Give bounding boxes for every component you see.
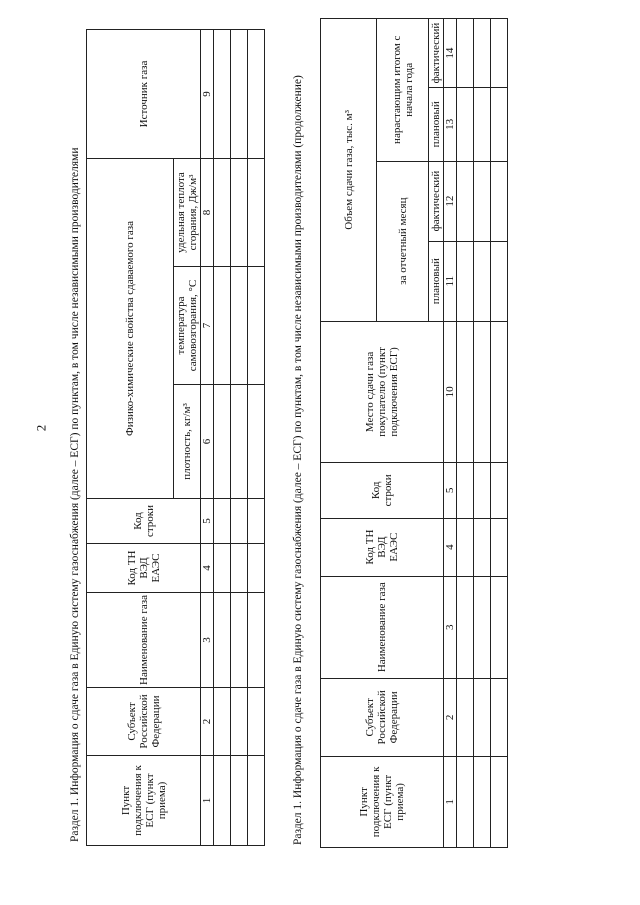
table-row — [457, 19, 474, 848]
s1-header-density: плотность, кг/м³ — [174, 385, 201, 499]
s1-num: 8 — [201, 159, 214, 267]
s1-header-gas-name: Наименование газа — [87, 593, 201, 688]
s2-header-cumulative: нарастающим итогом с начала года — [377, 19, 429, 162]
s2-num: 12 — [444, 161, 457, 241]
s2-num: 10 — [444, 321, 457, 462]
section1-caption: Раздел 1. Информация о сдаче газа в Единую систему газоснабжения (далее – ЕСГ) по пунктам, в том числе независимыми производителями — [69, 147, 81, 842]
s2-header-delivery-place: Место сдачи газа покупателю (пункт подключения ЕСГ) — [321, 321, 444, 462]
table-row — [491, 19, 508, 848]
s1-num: 7 — [201, 267, 214, 385]
section2-table — [320, 18, 508, 848]
s2-num: 13 — [444, 88, 457, 161]
section2-caption: Раздел 1. Информация о сдаче газа в Единую систему газоснабжения (далее – ЕСГ) по пунктам, в том числе независимыми производителями (продолжение) — [292, 75, 304, 845]
section1-table-wrap — [86, 30, 256, 846]
s2-num: 2 — [444, 678, 457, 756]
table-row — [214, 30, 231, 846]
s2-num: 5 — [444, 463, 457, 519]
table-row — [231, 30, 248, 846]
s2-header-tnved: Код ТН ВЭД ЕАЭС — [321, 518, 444, 576]
s2-header-subject: Субъект Российской Федерации — [321, 678, 444, 756]
section1-table — [86, 29, 265, 846]
s1-header-ignition: температура самовозгорания, °С — [174, 267, 201, 385]
section2-table-wrap — [320, 18, 490, 848]
s1-header-tnved: Код ТН ВЭД ЕАЭС — [87, 544, 201, 593]
s1-header-point: Пункт подключения к ЕСГ (пункт приема) — [87, 756, 201, 846]
s2-header-actual: фактический — [429, 161, 444, 241]
s2-num: 4 — [444, 518, 457, 576]
s2-header-planned: плановый — [429, 88, 444, 161]
table-row — [474, 19, 491, 848]
s2-num: 14 — [444, 19, 457, 88]
s2-header-line-code: Код строки — [321, 463, 444, 519]
s1-num: 2 — [201, 688, 214, 756]
s1-num: 1 — [201, 756, 214, 846]
table-row — [248, 30, 265, 846]
s1-num: 3 — [201, 593, 214, 688]
s2-header-volume: Объем сдачи газа, тыс. м³ — [321, 19, 377, 322]
s1-header-heat: удельная теплота сгорания, Дж/м³ — [174, 159, 201, 267]
s1-number-row — [201, 30, 214, 846]
s1-header-subject: Субъект Российской Федерации — [87, 688, 201, 756]
s1-num: 4 — [201, 544, 214, 593]
s1-num: 6 — [201, 385, 214, 499]
s1-num: 5 — [201, 499, 214, 544]
s2-header-month: за отчетный месяц — [377, 161, 429, 321]
s2-num: 1 — [444, 756, 457, 847]
s1-header-source: Источник газа — [87, 30, 201, 159]
s1-num: 9 — [201, 30, 214, 159]
s1-header-properties: Физико-химические свойства сдаваемого газа — [87, 159, 174, 499]
s1-header-line-code: Код строки — [87, 499, 201, 544]
s2-header-planned: плановый — [429, 241, 444, 321]
s2-header-gas-name: Наименование газа — [321, 576, 444, 678]
page-number: 2 — [33, 424, 49, 432]
s2-header-actual: фактический — [429, 19, 444, 88]
s2-num: 11 — [444, 241, 457, 321]
s2-num: 3 — [444, 576, 457, 678]
s2-number-row — [444, 19, 457, 848]
s2-header-point: Пункт подключения к ЕСГ (пункт приема) — [321, 756, 444, 847]
